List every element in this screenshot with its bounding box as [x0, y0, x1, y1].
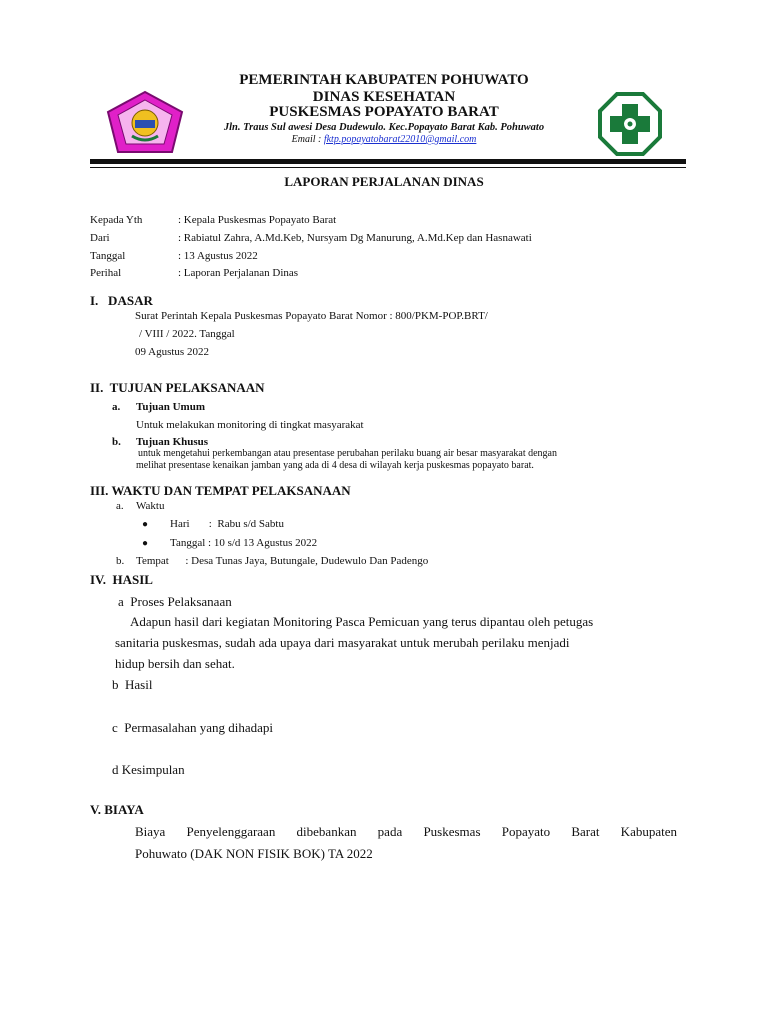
kop-pemerintah: PEMERINTAH KABUPATEN POHUWATO	[239, 72, 529, 88]
kop-divider-thick	[90, 159, 686, 164]
meta-value-tanggal: : 13 Agustus 2022	[178, 250, 258, 262]
waktu-b-marker: b.	[116, 555, 125, 567]
bullet-hari: ●	[142, 519, 149, 530]
biaya-line-2: Pohuwato (DAK NON FISIK BOK) TA 2022	[135, 846, 373, 861]
waktu-a-marker: a.	[116, 500, 124, 512]
hasil-a-proses: a Proses Pelaksanaan	[118, 594, 232, 609]
email-link[interactable]: fktp.popayatobarat22010@gmail.com	[323, 134, 477, 145]
meta-value-perihal: : Laporan Perjalanan Dinas	[178, 267, 299, 279]
dasar-line-1: Surat Perintah Kepala Puskesmas Popayato Barat Nomor : 800/PKM-POP.BRT/	[135, 310, 488, 322]
tujuan-umum-text: Untuk melakukan monitoring di tingkat masyarakat	[136, 419, 364, 431]
waktu-hari: Hari : Rabu s/d Sabtu	[170, 518, 284, 530]
dasar-line-3: 09 Agustus 2022	[135, 346, 209, 358]
kop-divider-thin	[90, 167, 686, 168]
kop-address: Jln. Traus Sul awesi Desa Dudewulo. Kec.Popayato Barat Kab. Pohuwato	[223, 122, 545, 133]
meta-label-dari: Dari	[90, 232, 110, 244]
section-waktu-heading: III. WAKTU DAN TEMPAT PELAKSANAAN	[90, 483, 351, 498]
bullet-tanggal: ●	[142, 538, 149, 549]
hasil-paragraph-1: Adapun hasil dari kegiatan Monitoring Pasca Pemicuan yang terus dipantau oleh petugas	[130, 614, 594, 629]
waktu-tempat: Tempat : Desa Tunas Jaya, Butungale, Dudewulo Dan Padengo	[136, 555, 429, 567]
meta-value-kepada: : Kepala Puskesmas Popayato Barat	[178, 214, 337, 226]
tujuan-umum-title: Tujuan Umum	[136, 401, 205, 413]
kop-puskesmas: PUSKESMAS POPAYATO BARAT	[269, 104, 499, 120]
email-label: Email :	[291, 134, 324, 145]
hasil-paragraph-3: hidup bersih dan sehat.	[115, 656, 235, 671]
section-tujuan-heading: II. TUJUAN PELAKSANAAN	[90, 380, 265, 395]
meta-label-tanggal: Tanggal	[90, 250, 126, 262]
waktu-label: Waktu	[136, 500, 165, 512]
section-biaya-heading: V. BIAYA	[90, 802, 144, 817]
section-hasil-heading: IV. HASIL	[90, 572, 153, 587]
meta-label-kepada: Kepada Yth	[90, 214, 143, 226]
tujuan-khusus-title: Tujuan Khusus	[136, 436, 209, 448]
hasil-paragraph-2: sanitaria puskesmas, sudah ada upaya dari masyarakat untuk merubah perilaku menjadi	[115, 635, 570, 650]
hasil-d: d Kesimpulan	[112, 762, 185, 777]
kop-email-line	[0, 134, 768, 145]
hasil-b: b Hasil	[112, 677, 153, 692]
biaya-line-1: Biaya Penyelenggaraan dibebankan pada Puskesmas Popayato Barat Kabupaten	[135, 824, 677, 839]
meta-label-perihal: Perihal	[90, 267, 122, 279]
tujuan-b-marker: b.	[112, 436, 121, 448]
waktu-tanggal: Tanggal : 10 s/d 13 Agustus 2022	[170, 537, 318, 549]
meta-value-dari: : Rabiatul Zahra, A.Md.Keb, Nursyam Dg Manurung, A.Md.Kep dan Hasnawati	[178, 232, 532, 244]
hasil-c: c Permasalahan yang dihadapi	[112, 720, 273, 735]
tujuan-khusus-text-1: untuk mengetahui perkembangan atau presentase perubahan perilaku buang air besar masyarakat dengan	[138, 448, 557, 459]
document-title: LAPORAN PERJALANAN DINAS	[284, 174, 484, 189]
kop-dinas: DINAS KESEHATAN	[312, 89, 456, 105]
tujuan-a-marker: a.	[112, 401, 121, 413]
tujuan-khusus-text-2: melihat presentase kenaikan jamban yang ada di 4 desa di wilayah kerja puskesmas popayato barat.	[136, 460, 534, 471]
dasar-line-2: / VIII / 2022. Tanggal	[139, 328, 235, 340]
section-dasar-heading: I. DASAR	[90, 293, 153, 308]
